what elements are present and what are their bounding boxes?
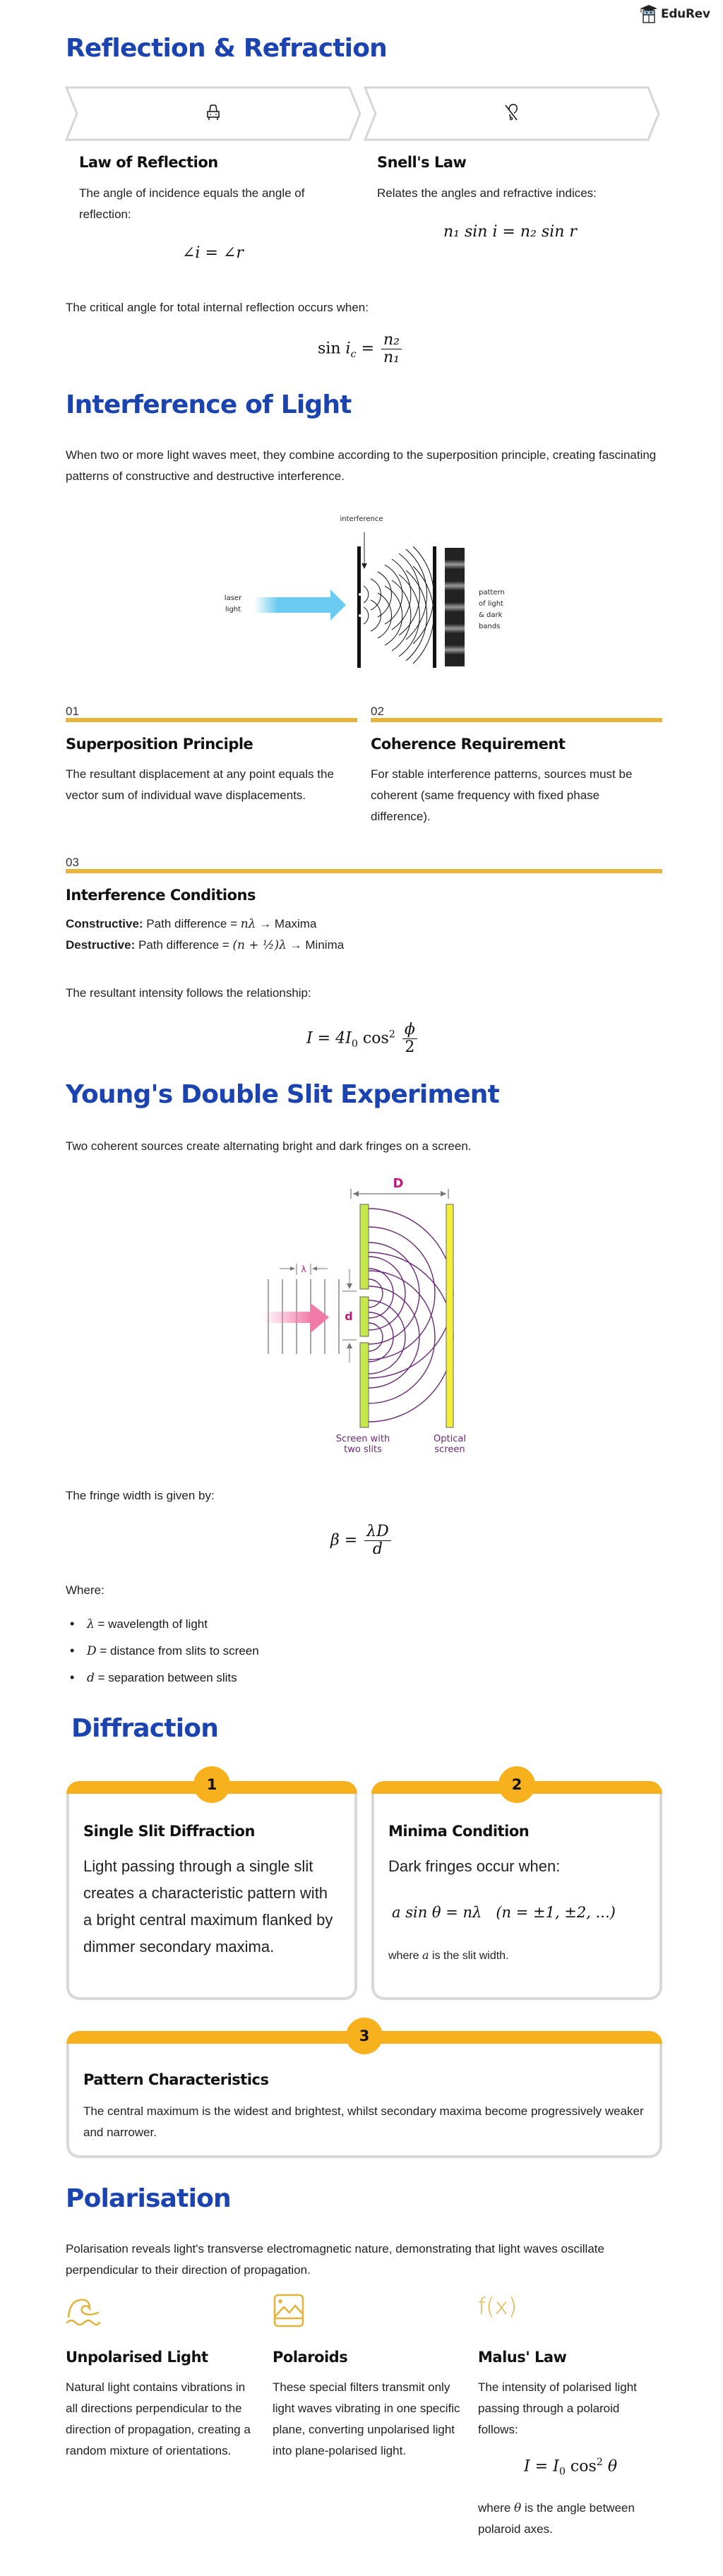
variable-list: [66, 1611, 259, 1691]
svg-text:λ: λ: [301, 1264, 306, 1274]
intensity-text: The resultant intensity follows the relationship:: [66, 986, 311, 1000]
polarisation-intro: Polarisation reveals light's transverse electromagnetic nature, demonstrating that light waves oscillate perpendicular to their direction of propagation.: [66, 2242, 604, 2277]
svg-text:D: D: [393, 1176, 404, 1191]
step-number-03: 03: [66, 856, 79, 869]
coherence-heading: Coherence Requirement: [371, 736, 566, 753]
malus-law-formula: $I = I_0$ $\cos^2 \theta$: [524, 2457, 618, 2478]
malus-law-note: where θ is the angle between polaroid axes.: [478, 2501, 635, 2536]
pattern-text: The central maximum is the widest and brightest, whilst secondary maxima become progressively weaker and narrower.: [83, 2104, 644, 2139]
interference-intro: When two or more light waves meet, they combine according to the superposition principle, creating fascinating patterns of constructive and destructive interference.: [66, 448, 657, 483]
single-slit-text: Light passing through a single slit creates a characteristic pattern with a bright central maximum flanked by dimmer secondary maxima.: [83, 1857, 333, 1955]
snells-law-text: Relates the angles and refractive indices:: [377, 186, 597, 200]
svg-text:of light: of light: [479, 600, 503, 608]
where-label: Where:: [66, 1583, 104, 1597]
section-title-polarisation: Polarisation: [66, 2184, 231, 2213]
edurev-logo[interactable]: [640, 4, 710, 24]
fringe-width-text: The fringe width is given by:: [66, 1489, 215, 1502]
card-badge-1: 1: [193, 1766, 230, 1803]
minima-note: where a is the slit width.: [388, 1948, 509, 1962]
intensity-formula: $I = 4I_0$ $\cos^2$ $\frac{\phi}{2}$: [306, 1022, 419, 1056]
superposition-text: The resultant displacement at any point equals the vector sum of individual wave displacements.: [66, 767, 334, 802]
variable-item: • D = distance from slits to screen: [66, 1638, 259, 1665]
image-icon: [273, 2293, 305, 2328]
youngs-intro: Two coherent sources create alternating bright and dark fringes on a screen.: [66, 1139, 472, 1153]
minima-text: Dark fringes occur when:: [388, 1857, 561, 1875]
fringe-width-formula: β = $\frac{\lambda D}{d}$: [330, 1523, 393, 1558]
unpolarised-heading: Unpolarised Light: [66, 2349, 208, 2366]
section-title-interference: Interference of Light: [66, 390, 352, 419]
graduation-cap-book-icon: [640, 4, 658, 24]
single-slit-heading: Single Slit Diffraction: [83, 1823, 255, 1840]
polaroids-text: These special filters transmit only light waves vibrating in one specific plane, converting unpolarised light into plane-polarised light.: [273, 2380, 460, 2457]
ear-off-icon: [503, 103, 519, 121]
law-of-reflection-formula: ∠i = ∠r: [182, 244, 244, 262]
unpolarised-text: Natural light contains vibrations in all directions perpendicular to the direction of propagation, creating a random mixture of orientations.: [66, 2380, 251, 2457]
interference-conditions-heading: Interference Conditions: [66, 887, 256, 904]
svg-text:& dark: & dark: [479, 611, 503, 619]
pattern-heading: Pattern Characteristics: [83, 2071, 269, 2088]
step-divider-03: [66, 869, 662, 873]
svg-text:screen: screen: [434, 1444, 465, 1455]
function-icon: f(x): [478, 2293, 518, 2320]
minima-formula: a sin θ = nλ (n = ±1, ±2, ...): [392, 1904, 616, 1921]
coherence-text: For stable interference patterns, sources must be coherent (same frequency with fixed phase difference).: [371, 767, 633, 823]
law-of-reflection-heading: Law of Reflection: [79, 154, 218, 171]
section-title-youngs: Young's Double Slit Experiment: [66, 1080, 500, 1109]
variable-item: • d = separation between slits: [66, 1665, 259, 1691]
step-divider-02: [371, 718, 662, 722]
double-slit-diagram: [247, 1173, 480, 1456]
step-number-01: 01: [66, 705, 79, 718]
destructive-condition: Destructive: Path difference = (n + ½)λ → Minima: [66, 938, 345, 952]
snells-law-heading: Snell's Law: [377, 154, 467, 171]
brand-name: EduRev: [661, 7, 710, 21]
law-of-reflection-text: The angle of incidence equals the angle of reflection:: [79, 186, 305, 221]
svg-text:light: light: [225, 606, 241, 613]
svg-text:two slits: two slits: [344, 1444, 382, 1455]
malus-law-heading: Malus' Law: [478, 2349, 567, 2366]
svg-text:laser: laser: [224, 594, 242, 602]
card-badge-3: 3: [346, 2018, 383, 2054]
svg-text:d: d: [345, 1310, 353, 1323]
step-divider-01: [66, 718, 357, 722]
card-badge-2: 2: [498, 1766, 535, 1803]
svg-text:interference: interference: [340, 515, 383, 523]
malus-law-text: The intensity of polarised light passing through a polaroid follows:: [478, 2380, 637, 2436]
constructive-condition: Constructive: Path difference = nλ → Maxima: [66, 917, 317, 931]
snells-law-formula: n₁ sin i = n₂ sin r: [443, 223, 577, 241]
critical-angle-formula: $\sin i_c$ = $\frac{\text{n₂}}{\text{n₁}}$: [318, 332, 404, 366]
polaroids-heading: Polaroids: [273, 2349, 348, 2366]
section-title-reflection: Reflection & Refraction: [66, 34, 387, 63]
car-front-icon: [206, 104, 220, 121]
svg-text:Optical: Optical: [434, 1434, 466, 1444]
svg-text:pattern: pattern: [479, 589, 505, 597]
svg-text:bands: bands: [479, 623, 501, 630]
interference-diagram: [212, 508, 508, 685]
step-number-02: 02: [371, 705, 384, 718]
critical-angle-text: The critical angle for total internal reflection occurs when:: [66, 301, 369, 314]
section-title-diffraction: Diffraction: [71, 1714, 219, 1743]
variable-item: • λ = wavelength of light: [66, 1611, 259, 1638]
wave-icon: [66, 2296, 101, 2327]
superposition-heading: Superposition Principle: [66, 736, 253, 753]
svg-text:Screen with: Screen with: [335, 1434, 390, 1444]
minima-heading: Minima Condition: [388, 1823, 530, 1840]
